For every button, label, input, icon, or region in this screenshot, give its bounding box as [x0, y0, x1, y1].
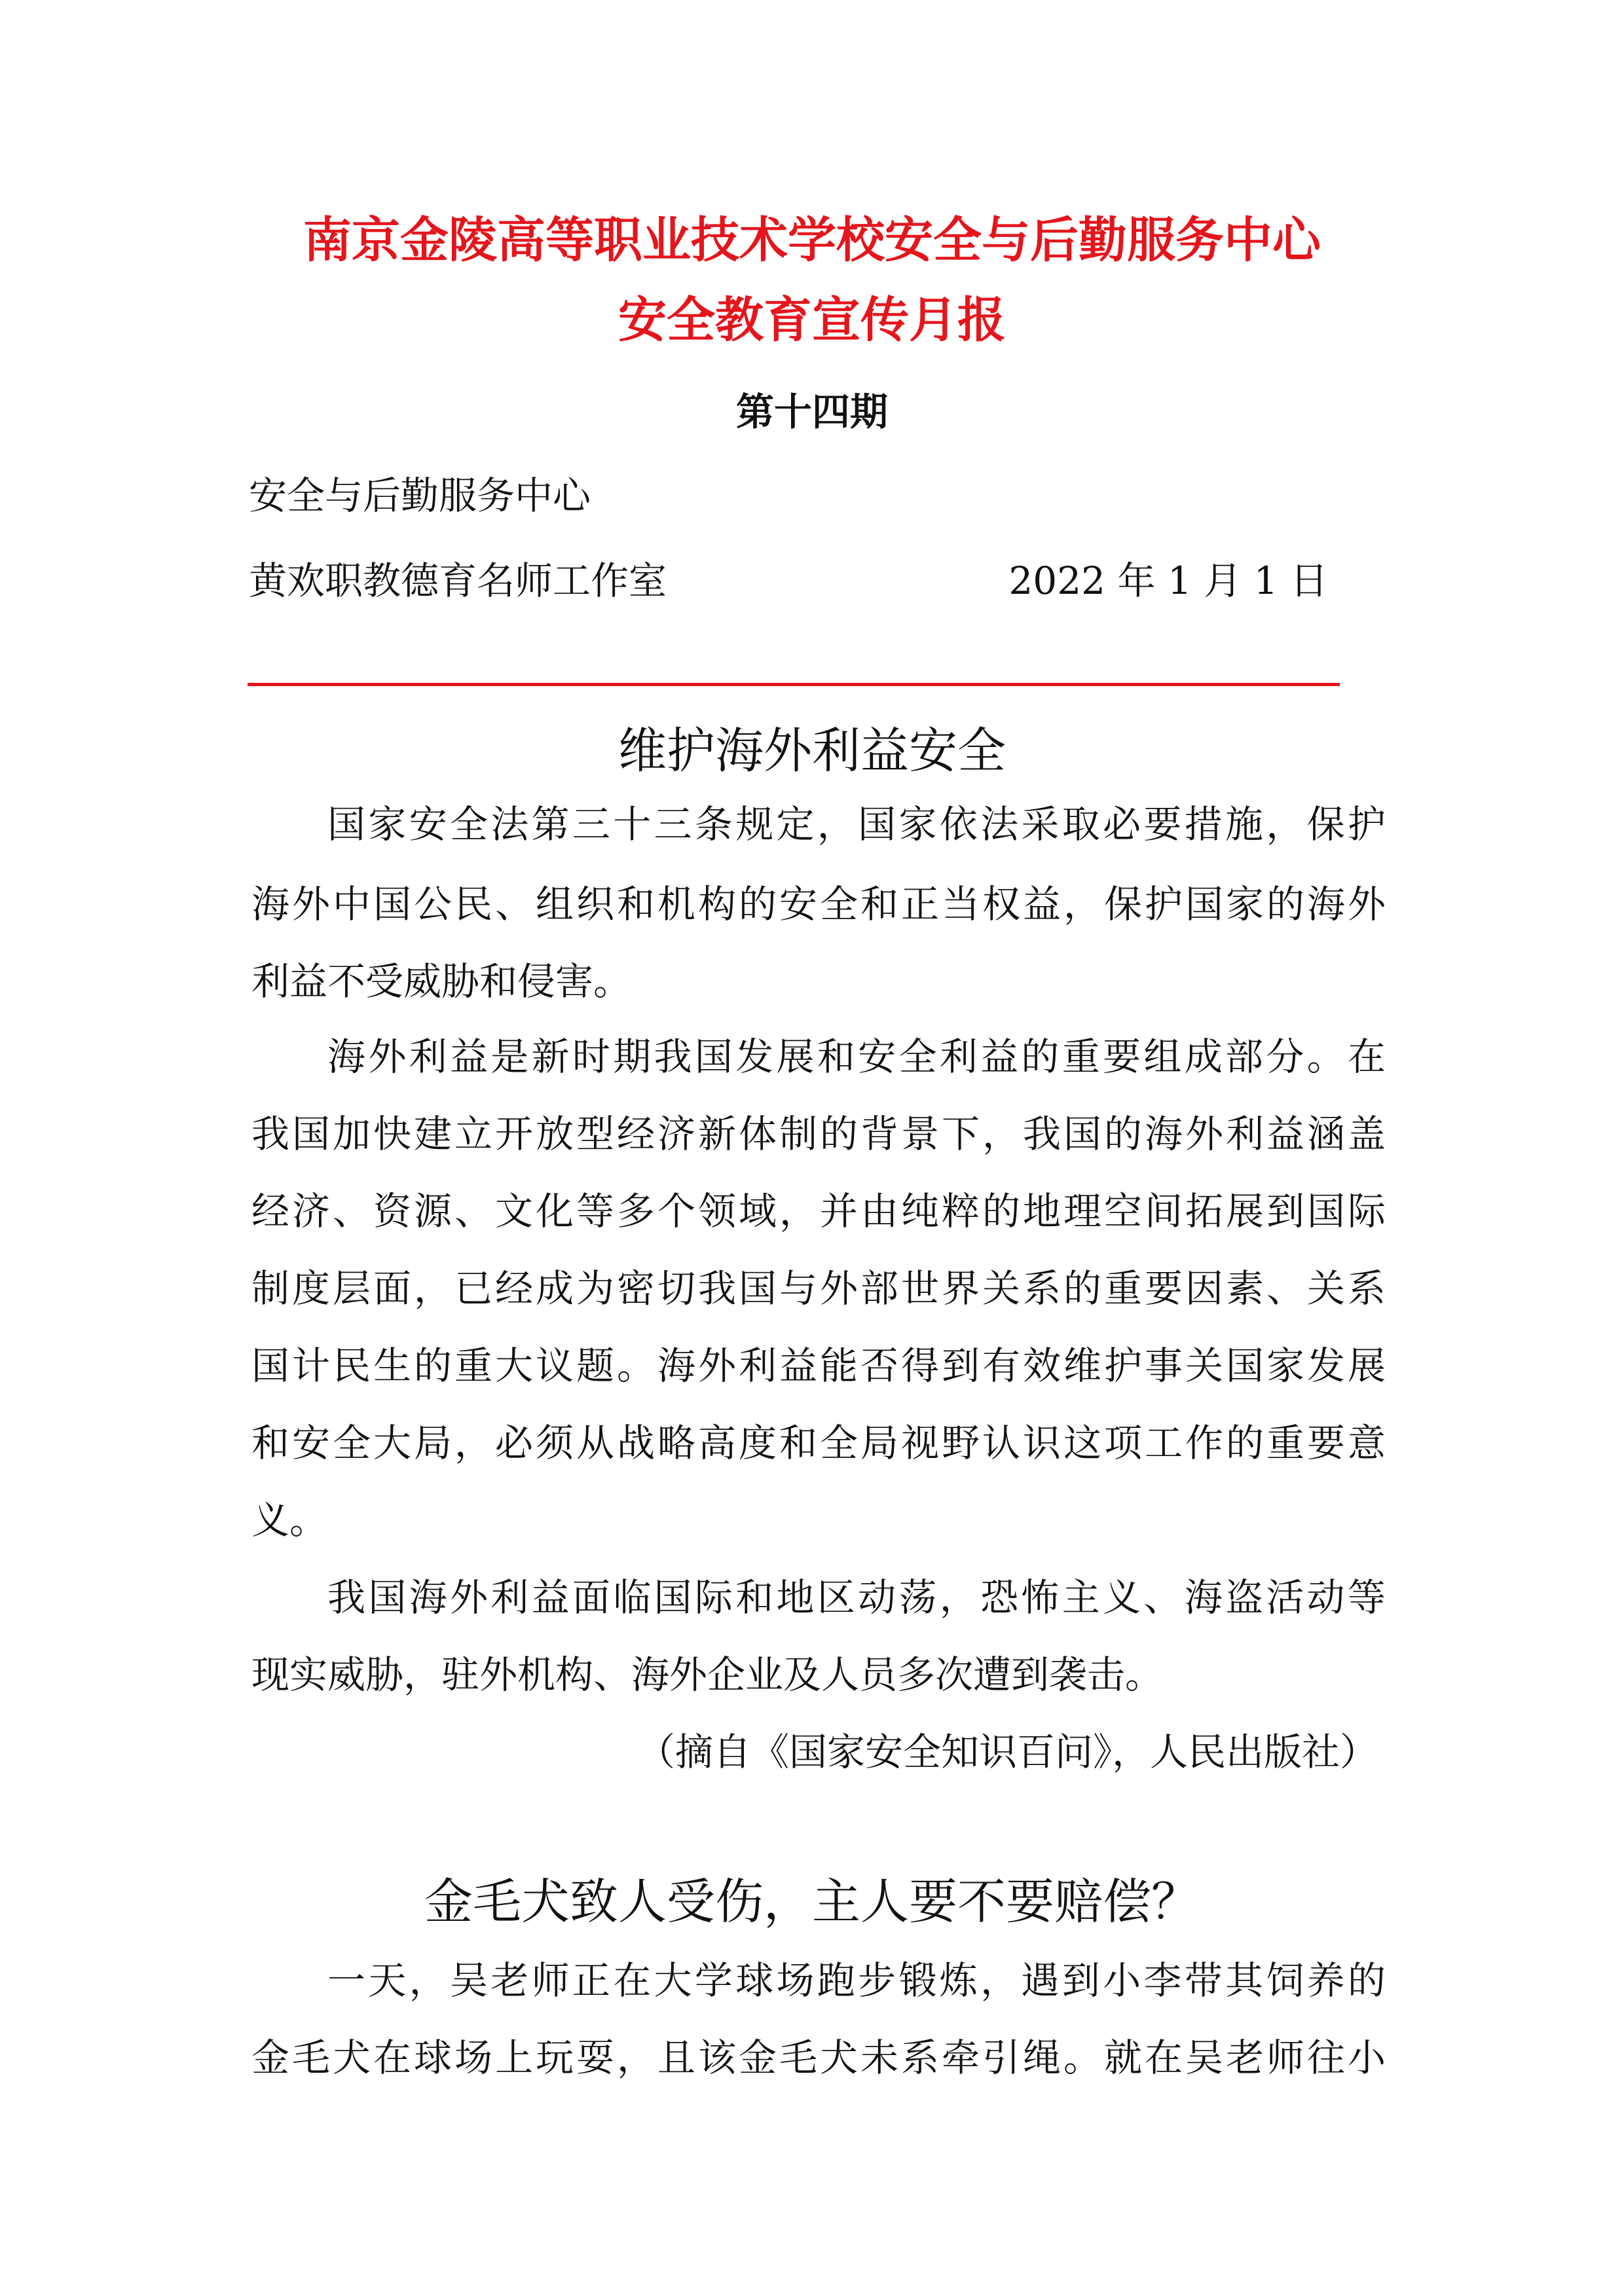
department-name: 安全与后勤服务中心	[249, 473, 591, 518]
paragraph-line: 现实威胁，驻外机构、海外企业及人员多次遭到袭击。	[251, 1652, 1164, 1697]
paragraph-line: 和安全大局，必须从战略高度和全局视野认识这项工作的重要意	[251, 1421, 1386, 1465]
paragraph-line: 经济、资源、文化等多个领域，并由纯粹的地理空间拓展到国际	[251, 1189, 1386, 1233]
header-divider	[248, 683, 1340, 686]
issue-date: 2022 年 1 月 1 日	[1008, 558, 1328, 603]
paragraph-line: 我国海外利益面临国际和地区动荡，恐怖主义、海盗活动等	[327, 1575, 1386, 1620]
article-title: 金毛犬致人受伤，主人要不要赔偿？	[424, 1874, 1200, 1930]
issue-number: 第十四期	[735, 390, 888, 434]
paragraph-line: 我国加快建立开放型经济新体制的背景下，我国的海外利益涵盖	[251, 1112, 1386, 1156]
paragraph-line: 义。	[251, 1498, 328, 1542]
paragraph-line: 国计民生的重大议题。海外利益能否得到有效维护事关国家发展	[251, 1343, 1386, 1388]
article-title: 维护海外利益安全	[618, 723, 1006, 779]
paragraph-line: 制度层面，已经成为密切我国与外部世界关系的重要因素、关系	[251, 1266, 1386, 1311]
paragraph-line: 利益不受威胁和侵害。	[251, 959, 632, 1004]
paragraph-line: 金毛犬在球场上玩耍，且该金毛犬未系牵引绳。就在吴老师往小	[251, 2035, 1386, 2080]
studio-name: 黄欢职教德育名师工作室	[249, 558, 667, 603]
paragraph-line: 海外利益是新时期我国发展和安全利益的重要组成部分。在	[327, 1034, 1386, 1079]
newsletter-title-line1: 南京金陵高等职业技术学校安全与后勤服务中心	[303, 212, 1321, 268]
paragraph-line: 海外中国公民、组织和机构的安全和正当权益，保护国家的海外	[251, 882, 1386, 926]
newsletter-title-line2: 安全教育宣传月报	[618, 292, 1006, 348]
article-source: （摘自《国家安全知识百问》，人民出版社）	[637, 1730, 1378, 1774]
paragraph-line: 国家安全法第三十三条规定，国家依法采取必要措施，保护	[327, 802, 1386, 847]
paragraph-line: 一天，吴老师正在大学球场跑步锻炼，遇到小李带其饲养的	[327, 1958, 1386, 2003]
